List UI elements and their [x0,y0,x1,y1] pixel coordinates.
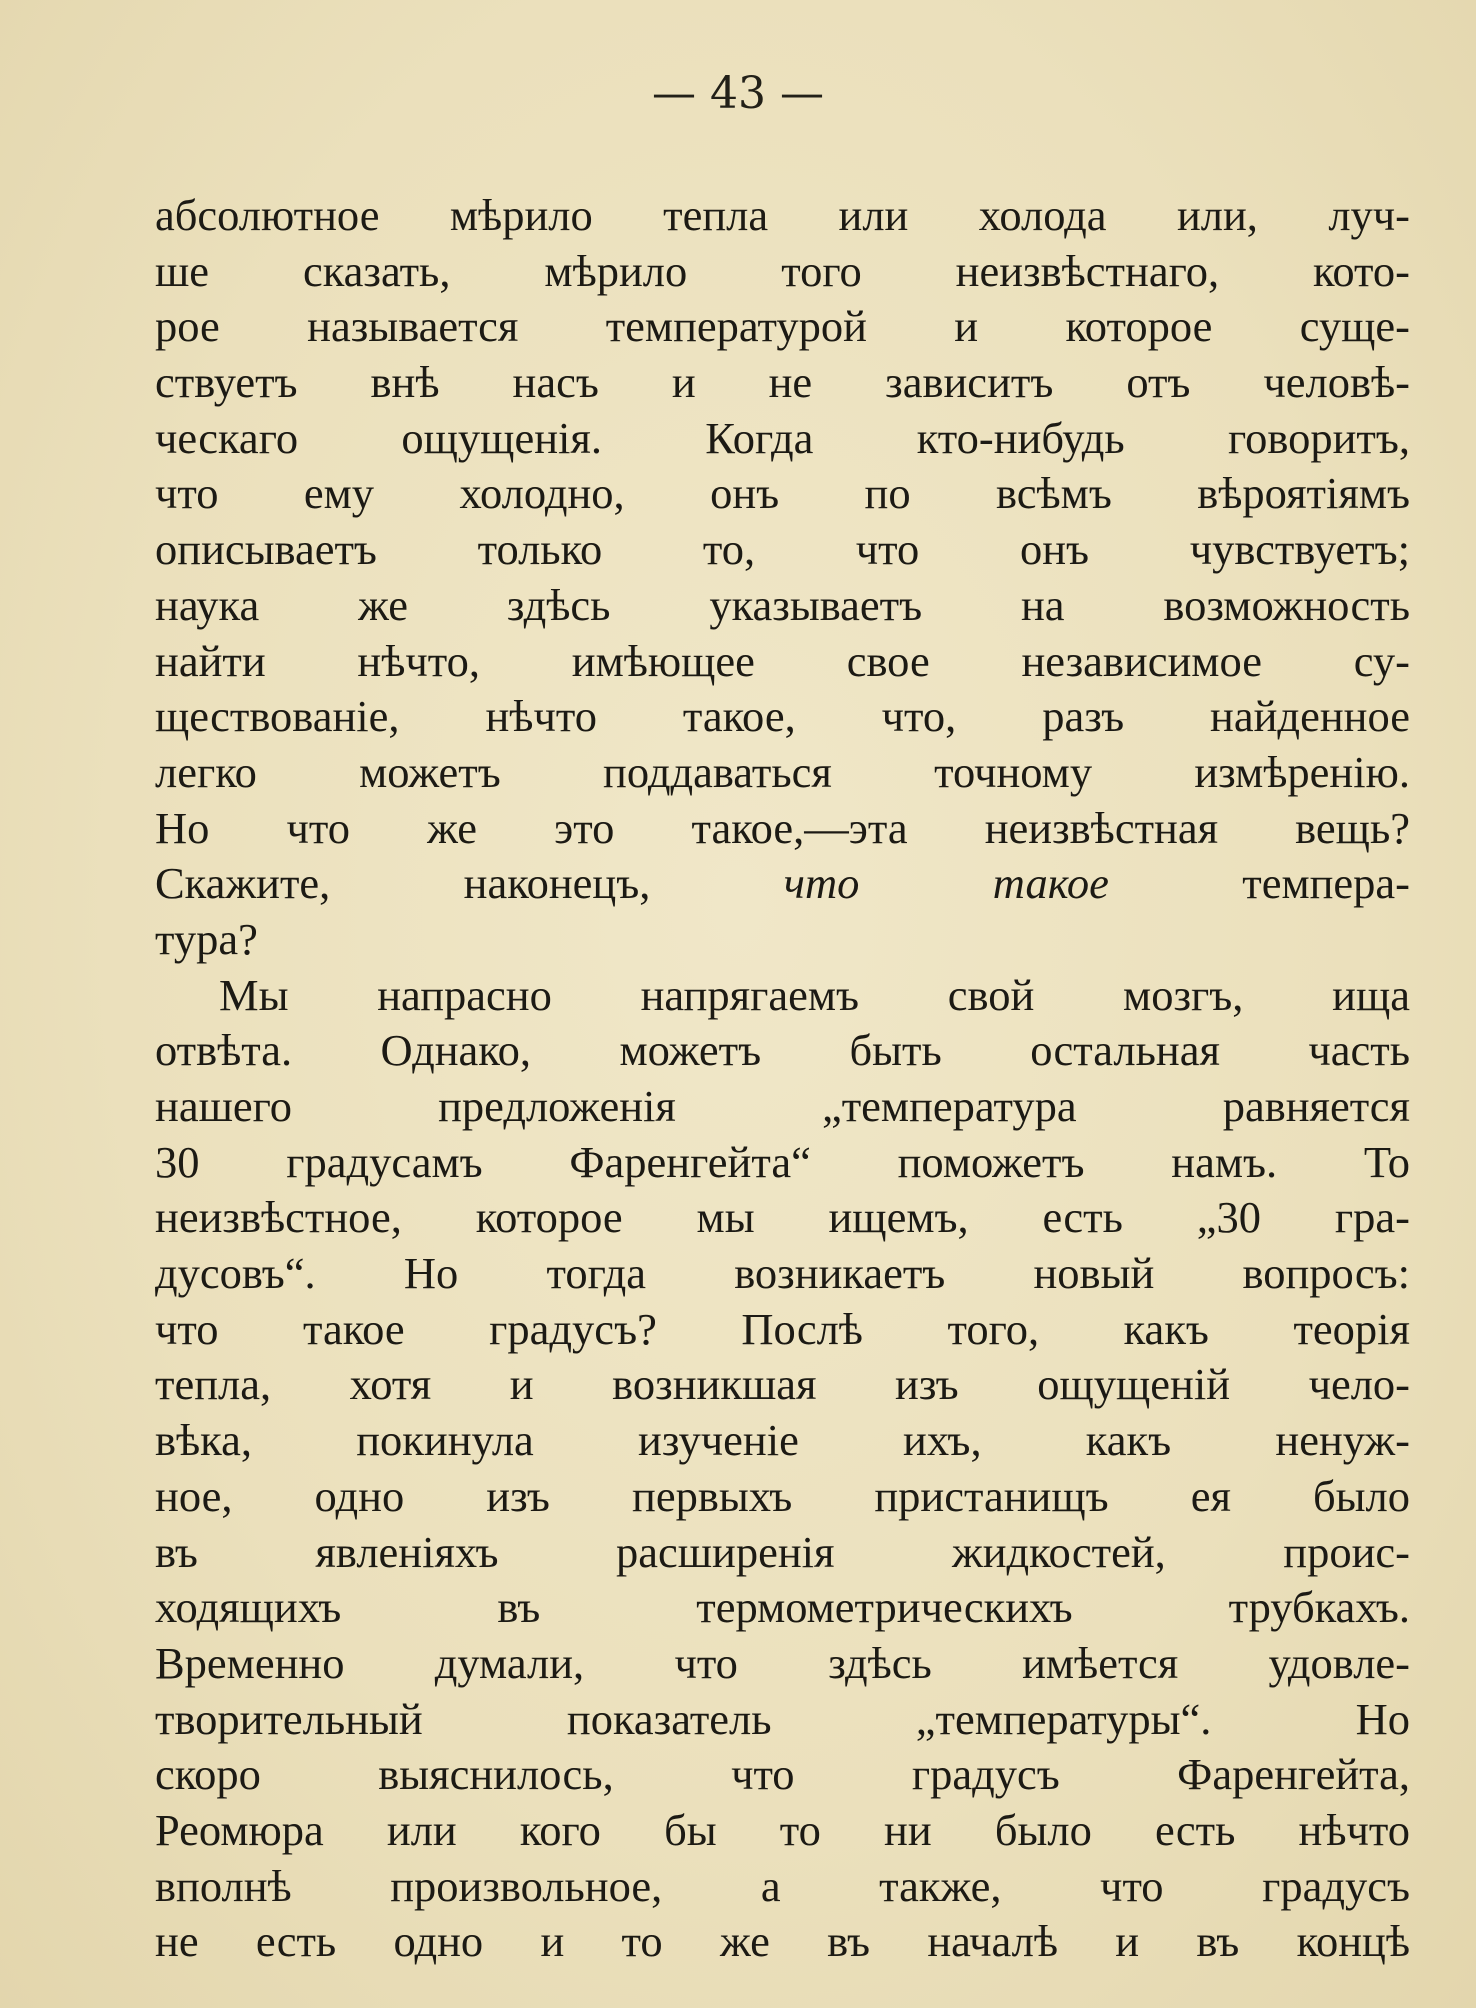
text-line: что такое градусъ? Послѣ того, какъ теорія [155,1303,1410,1354]
paragraph-1 [155,188,1410,968]
text-line: ческаго ощущенія. Когда кто-нибудь говоритъ, [155,412,1410,463]
text-line: дусовъ“. Но тогда возникаетъ новый вопросъ: [155,1248,1410,1299]
text-line: нашего предложенія „температура равняется [155,1081,1410,1131]
text-line-with-emphasis [155,856,1410,912]
paragraph-2 [155,968,1410,1970]
page-number: — 43 — [652,68,824,119]
text-line: Но что же это такое,—эта неизвѣстная вещь? [155,802,1410,853]
text-line: Мы напрасно напрягаемъ свой мозгъ, ища [219,969,1410,1020]
text-line: творительный показатель „температуры“. Но [155,1693,1410,1744]
text-segment: Скажите, наконецъ, [155,858,784,909]
text-line: не есть одно и то же въ началѣ и въ концѣ [155,1916,1410,1967]
text-line: въ явленіяхъ расширенія жидкостей, проис- [155,1526,1410,1577]
emphasized-text: что такое [783,858,1109,909]
text-line: неизвѣстное, которое мы ищемъ, есть „30 гра- [155,1192,1410,1243]
text-line: ствуетъ внѣ насъ и не зависитъ отъ человѣ- [155,357,1410,408]
text-line: наука же здѣсь указываетъ на возможность [155,579,1410,630]
text-line: ществованіе, нѣчто такое, что, разъ найденное [155,691,1410,742]
text-line: легко можетъ поддаваться точному измѣренію. [155,746,1410,797]
text-line: отвѣта. Однако, можетъ быть остальная часть [155,1025,1410,1076]
text-line: тура? [155,913,258,964]
text-line: найти нѣчто, имѣющее свое независимое су- [155,635,1410,686]
text-line: описываетъ только то, что онъ чувствуетъ; [155,524,1410,575]
text-line: Временно думали, что здѣсь имѣется удовле- [155,1637,1410,1688]
text-line: ходящихъ въ термометрическихъ трубкахъ. [155,1582,1410,1633]
text-line: ше сказать, мѣрило того неизвѣстнаго, кото- [155,245,1410,296]
text-segment: темпера- [1108,858,1410,909]
text-line: ное, одно изъ первыхъ пристанищъ ея было [155,1470,1410,1521]
text-line: 30 градусамъ Фаренгейта“ поможетъ намъ. То [155,1136,1410,1187]
body-text [155,188,1410,1970]
text-line: вѣка, покинула изученіе ихъ, какъ ненуж- [155,1415,1410,1466]
text-line: тепла, хотя и возникшая изъ ощущеній чело- [155,1359,1410,1410]
text-line: вполнѣ произвольное, а также, что градусъ [155,1860,1410,1911]
text-line: что ему холодно, онъ по всѣмъ вѣроятіямъ [155,468,1410,519]
text-line: Реомюра или кого бы то ни было есть нѣчто [155,1804,1410,1855]
text-line: абсолютное мѣрило тепла или холода или, луч- [155,190,1410,240]
text-line: скоро выяснилось, что градусъ Фаренгейта, [155,1749,1410,1800]
text-line: рое называется температурой и которое суще- [155,301,1410,352]
